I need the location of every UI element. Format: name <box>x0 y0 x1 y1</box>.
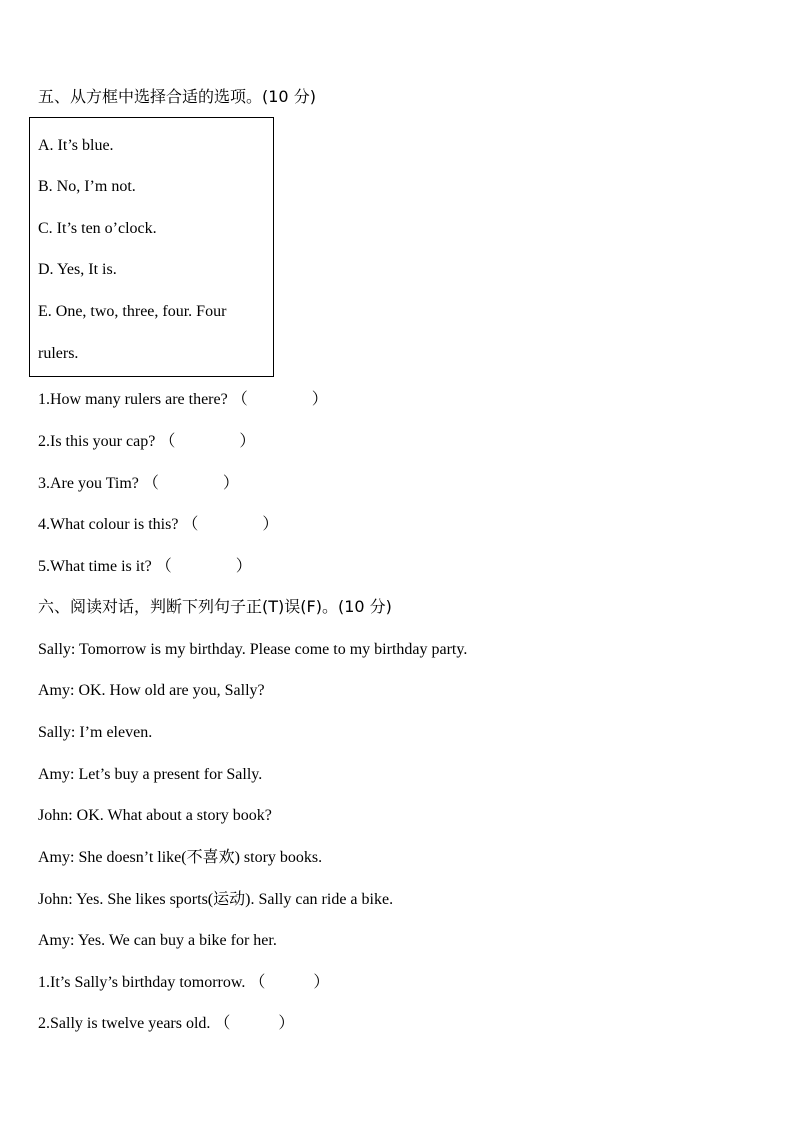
dialogue-line-6: Amy: She doesn’t like(不喜欢) story books. <box>38 849 323 866</box>
question-text: 1.It’s Sally’s birthday tomorrow. <box>38 974 246 991</box>
section-6-title: 六、阅读对话，判断下列句子正(T)误(F)。(10 分) <box>38 597 392 616</box>
question-text: 2.Sally is twelve years old. <box>38 1015 211 1032</box>
answer-blank[interactable]: （ ） <box>231 391 328 408</box>
option-d: D. Yes, It is. <box>38 261 117 278</box>
dialogue-line-4: Amy: Let’s buy a present for Sally. <box>38 766 263 783</box>
section-5-title: 五、从方框中选择合适的选项。(10 分) <box>38 87 316 106</box>
dialogue-line-1: Sally: Tomorrow is my birthday. Please come to my birthday party. <box>38 641 468 658</box>
dialogue-line-5: John: OK. What about a story book? <box>38 807 272 824</box>
question-text: 4.What colour is this? <box>38 516 179 533</box>
answer-blank[interactable]: （ ） <box>182 516 279 533</box>
question-text: 3.Are you Tim? <box>38 475 139 492</box>
option-c: C. It’s ten o’clock. <box>38 220 157 237</box>
options-box <box>29 117 274 377</box>
option-a: A. It’s blue. <box>38 137 114 154</box>
question-5-3 <box>38 474 239 494</box>
question-5-5 <box>38 557 252 577</box>
answer-blank[interactable]: （ ） <box>214 1015 295 1032</box>
question-5-2 <box>38 432 255 452</box>
dialogue-line-2: Amy: OK. How old are you, Sally? <box>38 682 265 699</box>
dialogue-line-7: John: Yes. She likes sports(运动). Sally can ride a bike. <box>38 891 394 908</box>
question-text: 1.How many rulers are there? <box>38 391 228 408</box>
option-e-continued: rulers. <box>38 345 79 362</box>
option-e: E. One, two, three, four. Four <box>38 303 227 320</box>
dialogue-line-3: Sally: I’m eleven. <box>38 724 153 741</box>
question-5-4 <box>38 515 278 535</box>
question-text: 5.What time is it? <box>38 558 152 575</box>
answer-blank[interactable]: （ ） <box>249 974 330 991</box>
answer-blank[interactable]: （ ） <box>159 433 256 450</box>
question-6-1 <box>38 973 329 993</box>
question-text: 2.Is this your cap? <box>38 433 156 450</box>
answer-blank[interactable]: （ ） <box>155 558 252 575</box>
dialogue-line-8: Amy: Yes. We can buy a bike for her. <box>38 932 277 949</box>
answer-blank[interactable]: （ ） <box>142 475 239 492</box>
question-5-1 <box>38 390 328 410</box>
option-b: B. No, I’m not. <box>38 178 136 195</box>
question-6-2 <box>38 1014 294 1034</box>
